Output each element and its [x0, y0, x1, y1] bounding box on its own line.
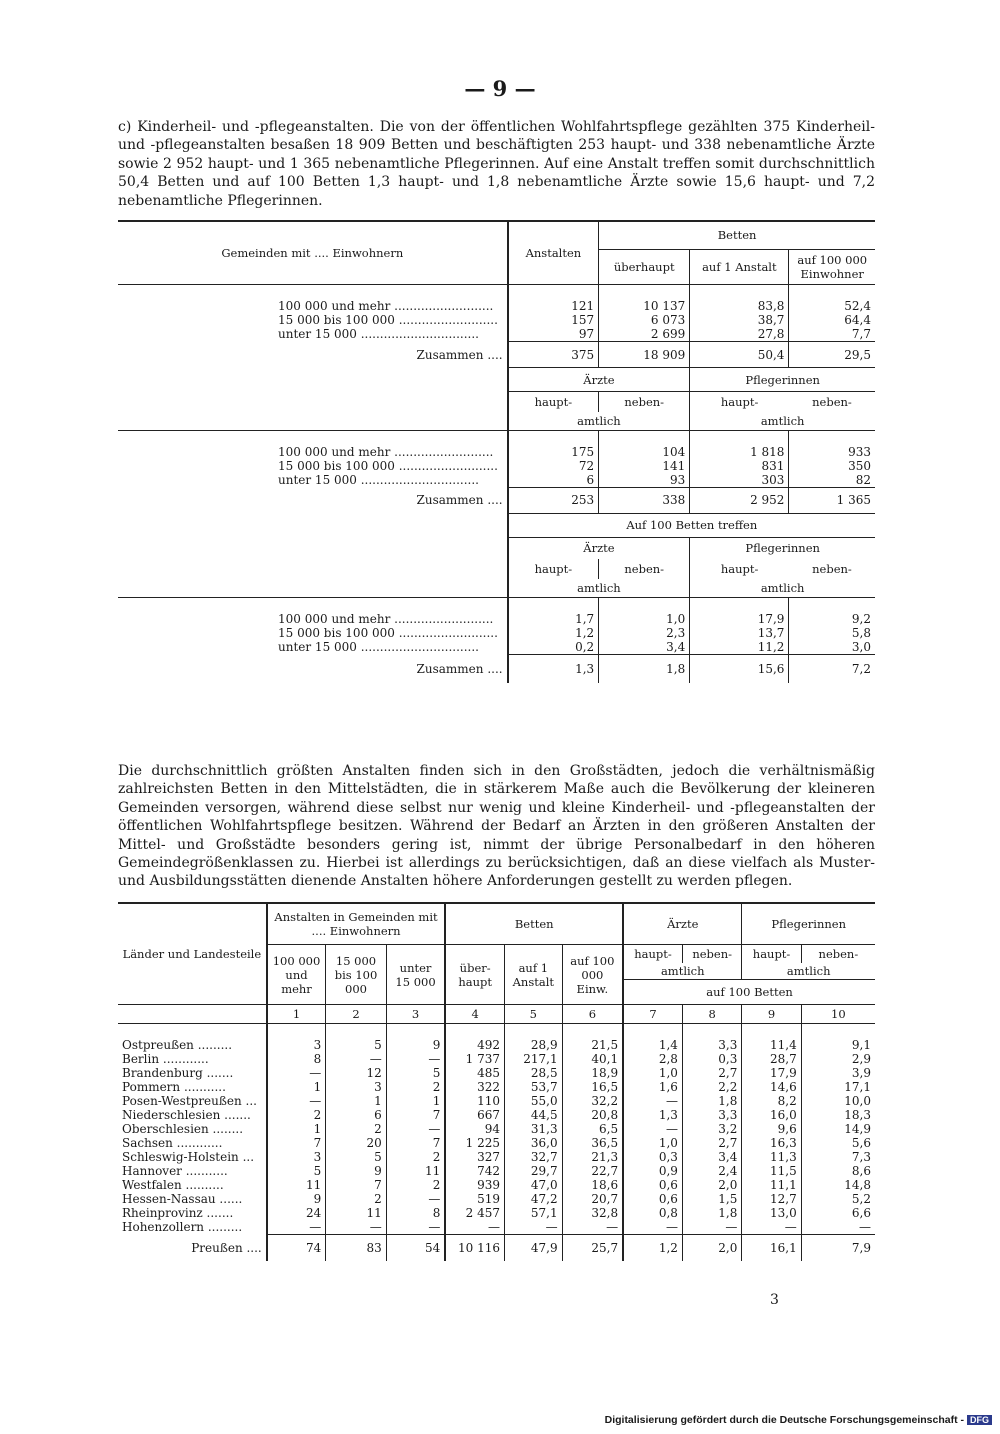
cell: 5 — [386, 1066, 445, 1080]
cell: 9 — [386, 1038, 445, 1052]
row-label: Schleswig-Holstein ... — [122, 1150, 255, 1164]
cell: — — [623, 1094, 682, 1108]
table-row — [118, 1108, 875, 1122]
cell: — — [326, 1220, 386, 1235]
cell: 0,9 — [623, 1164, 682, 1178]
header-aerzte: Ärzte — [623, 903, 742, 945]
cell: 2,7 — [682, 1136, 741, 1150]
cell: — — [505, 1220, 563, 1235]
cell: 8 — [386, 1206, 445, 1220]
table-total-row: Zusammen .... 1,3 1,8 15,6 7,2 — [118, 655, 875, 683]
table-row: unter 15 000 ............................... 0,2 3,4 11,2 3,0 — [118, 640, 875, 655]
cell: — — [682, 1220, 741, 1235]
table-gemeinden: Gemeinden mit .... Einwohnern Anstalten Betten überhaupt auf 1 Anstalt auf 100 000 Einwohner 100 000 und mehr .......................... 121 10 137 83,8 52,4 15 000 bis 100 000 .......................... 157 6 073 38,7 64,4 unter 15 000 ............................... 97 2 699 27,8 7,7 Zusammen .... 375 18 909 50,4 29,5 Ärzte Pflegerinnen haupt- neben- haupt- neben- amtlich amtlich 100 000 und mehr .......................... 175 104 1 818 933 15 000 bis 100 000 .......................... 72 141 831 350 unter 15 000 ............................... 6 93 303 82 Zusammen .... 253 338 2 952 1 365 Auf 100 Betten treffen Ärzte Pflegerinnen haupt- neben- haupt- neben- amtlich amtlich 100 000 und mehr .......................... 1,7 1,0 17,9 9,2 15 000 bis 100 000 .......................... 1,2 2,3 13,7 5,8 unter 15 000 ............................... 0,2 3,4 11,2 3,0 Zusammen .... 1,3 1,8 15,6 7,2 — [118, 220, 875, 683]
cell: 519 — [445, 1192, 504, 1206]
cell: 29,7 — [505, 1164, 563, 1178]
cell: 18,3 — [801, 1108, 875, 1122]
cell: 3,3 — [682, 1108, 741, 1122]
table-laender: Länder und Landesteile Anstalten in Gemeinden mit .... Einwohnern Betten Ärzte Pflegerinnen 100 000 und mehr 15 000 bis 100 000 unter 15 000 über- haupt auf 1 Anstalt auf 100 000 Einw. haupt- neben- haupt- neben- amtlich amtlich auf 100 Betten 1 2 3 4 5 6 7 8 9 10 Ostpreußen ......... 3 5 9 492 28,9 21,5 1,4 3,3 11,4 9,1 Berlin ............ 8 — — 1 737 217,1 40,1 2,8 0,3 28,7 2,9 Brandenburg ....... — 12 5 485 28,5 18,9 1,0 2,7 17,9 3,9 Pommern ........... 1 3 2 322 53,7 16,5 1,6 2,2 14,6 17,1 Posen-Westpreußen ... — 1 1 110 55,0 32,2 — 1,8 8,2 10,0 Niederschlesien ....... 2 6 7 667 44,5 20,8 1,3 3,3 16,0 18,3 Oberschlesien ........ 1 2 — 94 31,3 6,5 — 3,2 9,6 14,9 Sachsen ............ 7 20 7 1 225 36,0 36,5 1,0 2,7 16,3 5,6 Schleswig-Holstein ... 3 5 2 327 32,7 21,3 0,3 3,4 11,3 7,3 Hannover ........... 5 9 11 742 29,7 22,7 0,9 2,4 11,5 8,6 Westfalen .......... 11 7 2 939 47,0 18,6 0,6 2,0 11,1 14,8 Hessen-Nassau ...... 9 2 — 519 47,2 20,7 0,6 1,5 12,7 5,2 Rheinprovinz ....... 24 11 8 2 457 57,1 32,8 0,8 1,8 13,0 6,6 Hohenzollern ......... — — — — — — — — — — Preußen .... 74 83 54 10 116 47,9 25,7 1,2 2,0 16,1 7,9 — [118, 902, 875, 1261]
cell: 11,3 — [742, 1150, 801, 1164]
cell: 13,0 — [742, 1206, 801, 1220]
header-pflegerinnen: Pflegerinnen — [690, 368, 875, 392]
cell: 1 225 — [445, 1136, 504, 1150]
header-betten: Betten — [445, 903, 623, 945]
header-aerzte: Ärzte — [508, 368, 690, 392]
column-numbers: 1 2 3 4 5 6 7 8 9 10 — [118, 1005, 875, 1024]
cell: 28,7 — [742, 1052, 801, 1066]
row-label: Hohenzollern ......... — [122, 1220, 243, 1235]
cell: — — [386, 1052, 445, 1066]
cell: 9,6 — [742, 1122, 801, 1136]
cell: 0,3 — [623, 1150, 682, 1164]
cell: 12 — [326, 1066, 386, 1080]
cell: 8,2 — [742, 1094, 801, 1108]
cell: 11,5 — [742, 1164, 801, 1178]
cell: 2 — [386, 1178, 445, 1192]
cell: 44,5 — [505, 1108, 563, 1122]
cell: 3,9 — [801, 1066, 875, 1080]
cell: 94 — [445, 1122, 504, 1136]
cell: 1,5 — [682, 1192, 741, 1206]
table-row — [118, 1220, 875, 1235]
cell: 110 — [445, 1094, 504, 1108]
cell: 3,4 — [682, 1150, 741, 1164]
cell: 32,2 — [562, 1094, 623, 1108]
header-auf-1-anstalt: auf 1 Anstalt — [690, 249, 789, 284]
cell: — — [623, 1122, 682, 1136]
table-row: 15 000 bis 100 000 .......................... 1,2 2,3 13,7 5,8 — [118, 626, 875, 640]
cell: 5 — [326, 1150, 386, 1164]
cell: 7 — [386, 1136, 445, 1150]
cell: 2 — [386, 1080, 445, 1094]
cell: 5,6 — [801, 1136, 875, 1150]
row-label: Hannover ........... — [122, 1164, 228, 1178]
cell: 327 — [445, 1150, 504, 1164]
cell: 1,0 — [623, 1066, 682, 1080]
row-label: Posen-Westpreußen ... — [122, 1094, 257, 1108]
cell: 9 — [267, 1192, 326, 1206]
header-gemeinden: Gemeinden mit .... Einwohnern — [118, 221, 508, 285]
cell: 9 — [326, 1164, 386, 1178]
cell: — — [562, 1220, 623, 1235]
cell: 322 — [445, 1080, 504, 1094]
row-label: Westfalen .......... — [122, 1178, 224, 1192]
cell: 1 — [386, 1094, 445, 1108]
cell: 1,8 — [682, 1094, 741, 1108]
cell: — — [326, 1052, 386, 1066]
cell: 3,2 — [682, 1122, 741, 1136]
cell: 742 — [445, 1164, 504, 1178]
dfg-logo: DFG — [967, 1415, 992, 1425]
cell: 5,2 — [801, 1192, 875, 1206]
table-row — [118, 1192, 875, 1206]
cell: 492 — [445, 1038, 504, 1052]
cell: 1,3 — [623, 1108, 682, 1122]
cell: 1,8 — [682, 1206, 741, 1220]
cell: 2,9 — [801, 1052, 875, 1066]
cell: 16,0 — [742, 1108, 801, 1122]
middle-paragraph: Die durchschnittlich größten Anstalten finden sich in den Großstädten, jedoch die verhältnismäßig zahlreichsten Betten in den Mittelstädten, die in stärkerem Maße auch die Bevölkerung der kleineren Gemeinden versorgen, während diese selbst nur wenig und kleine Kinderheil- und -pflegeanstalten der öffentlichen Wohlfahrtspflege besitzen. Während der Bedarf an Ärzten in den größeren Anstalten der Mittel- und Großstädte besonders gering ist, nimmt der übrige Personalbedarf in den höheren Gemeindegrößenklassen zu. Hierbei ist allerdings zu berücksichtigen, daß an diese vielfach als Muster- und Ausbildungsstätten dienende Anstalten höhere Anforderungen gestellt zu werden pflegen. — [118, 763, 875, 890]
header-laender: Länder und Landesteile — [118, 903, 267, 1005]
table-row: 100 000 und mehr .......................... 121 10 137 83,8 52,4 — [118, 299, 875, 313]
cell: 7 — [386, 1108, 445, 1122]
header-pflegerinnen: Pflegerinnen — [742, 903, 875, 945]
cell: 1 — [267, 1080, 326, 1094]
cell: 31,3 — [505, 1122, 563, 1136]
cell: 18,9 — [562, 1066, 623, 1080]
table-row: unter 15 000 ............................... 6 93 303 82 — [118, 473, 875, 488]
cell: 1 737 — [445, 1052, 504, 1066]
cell: — — [742, 1220, 801, 1235]
table-row: 100 000 und mehr .......................... 1,7 1,0 17,9 9,2 — [118, 612, 875, 626]
intro-paragraph: c) Kinderheil- und -pflegeanstalten. Die von der öffentlichen Wohlfahrtspflege gezählten 375 Kinderheil- und -pflegeanstalten besaßen 18 909 Betten und beschäftigten 253 haupt- und 338 nebenamtliche Ärzte sowie 2 952 haupt- und 1 365 nebenamtliche Pflegerinnen. Auf eine Anstalt treffen somit durchschnittlich 50,4 Betten und auf 100 Betten 1,3 haupt- und 1,8 nebenamtliche Ärzte sowie 15,6 haupt- und 7,2 nebenamtliche Pflegerinnen. — [118, 119, 875, 209]
cell: 3 — [267, 1038, 326, 1052]
row-label: Hessen-Nassau ...... — [122, 1192, 243, 1206]
cell: 16,5 — [562, 1080, 623, 1094]
table-total-row: Zusammen .... 253 338 2 952 1 365 — [118, 487, 875, 513]
cell: 11 — [267, 1178, 326, 1192]
cell: — — [445, 1220, 504, 1235]
cell: 21,3 — [562, 1150, 623, 1164]
cell: 17,1 — [801, 1080, 875, 1094]
cell: 2,7 — [682, 1066, 741, 1080]
cell: 11 — [326, 1206, 386, 1220]
cell: 2,2 — [682, 1080, 741, 1094]
row-label: Brandenburg ....... — [122, 1066, 234, 1080]
cell: 485 — [445, 1066, 504, 1080]
cell: 11,1 — [742, 1178, 801, 1192]
cell: 6,5 — [562, 1122, 623, 1136]
cell: 0,3 — [682, 1052, 741, 1066]
cell: 7 — [326, 1178, 386, 1192]
cell: — — [267, 1094, 326, 1108]
cell: 36,0 — [505, 1136, 563, 1150]
header-ueberhaupt: überhaupt — [599, 249, 690, 284]
cell: 22,7 — [562, 1164, 623, 1178]
cell: 1,4 — [623, 1038, 682, 1052]
cell: 7 — [267, 1136, 326, 1150]
cell: 939 — [445, 1178, 504, 1192]
cell: 1 — [267, 1122, 326, 1136]
cell: — — [386, 1220, 445, 1235]
cell: 5 — [326, 1038, 386, 1052]
header-auf-100-betten: Auf 100 Betten treffen — [508, 513, 875, 537]
cell: 57,1 — [505, 1206, 563, 1220]
row-label: Rheinprovinz ....... — [122, 1206, 234, 1220]
cell: — — [386, 1192, 445, 1206]
table-row — [118, 1178, 875, 1192]
cell: 2 — [326, 1192, 386, 1206]
cell: 667 — [445, 1108, 504, 1122]
cell: 3,3 — [682, 1038, 741, 1052]
table-row: 15 000 bis 100 000 .......................... 157 6 073 38,7 64,4 — [118, 313, 875, 327]
cell: — — [386, 1122, 445, 1136]
cell: 40,1 — [562, 1052, 623, 1066]
cell: 36,5 — [562, 1136, 623, 1150]
cell: 47,2 — [505, 1192, 563, 1206]
cell: — — [801, 1220, 875, 1235]
cell: 1 — [326, 1094, 386, 1108]
cell: 1,6 — [623, 1080, 682, 1094]
table-row — [118, 1094, 875, 1108]
cell: 6,6 — [801, 1206, 875, 1220]
signature-mark: 3 — [770, 1292, 779, 1308]
cell: 8 — [267, 1052, 326, 1066]
cell: 17,9 — [742, 1066, 801, 1080]
row-label: Berlin ............ — [122, 1052, 209, 1066]
cell: 14,6 — [742, 1080, 801, 1094]
cell: 2 — [267, 1108, 326, 1122]
cell: 2,8 — [623, 1052, 682, 1066]
cell: 9,1 — [801, 1038, 875, 1052]
cell: 28,9 — [505, 1038, 563, 1052]
row-label: Niederschlesien ....... — [122, 1108, 251, 1122]
table-row — [118, 1206, 875, 1220]
cell: 7,3 — [801, 1150, 875, 1164]
cell: 18,6 — [562, 1178, 623, 1192]
table-row: 100 000 und mehr .......................... 175 104 1 818 933 — [118, 445, 875, 459]
cell: 21,5 — [562, 1038, 623, 1052]
cell: 3 — [326, 1080, 386, 1094]
cell: 20,8 — [562, 1108, 623, 1122]
cell: 2,4 — [682, 1164, 741, 1178]
cell: 47,0 — [505, 1178, 563, 1192]
cell: 2,0 — [682, 1178, 741, 1192]
table-row: 15 000 bis 100 000 .......................... 72 141 831 350 — [118, 459, 875, 473]
cell: — — [267, 1066, 326, 1080]
cell: 53,7 — [505, 1080, 563, 1094]
cell: 14,9 — [801, 1122, 875, 1136]
header-anstalten-in-gemeinden: Anstalten in Gemeinden mit .... Einwohnern — [267, 903, 446, 945]
cell: 11 — [386, 1164, 445, 1178]
table-row — [118, 1150, 875, 1164]
cell: 20 — [326, 1136, 386, 1150]
table-row — [118, 1122, 875, 1136]
table-row — [118, 1136, 875, 1150]
cell: 11,4 — [742, 1038, 801, 1052]
row-label: Sachsen ............ — [122, 1136, 223, 1150]
header-betten: Betten — [599, 221, 875, 249]
cell: 2 — [326, 1122, 386, 1136]
table-row — [118, 1052, 875, 1066]
header-anstalten: Anstalten — [508, 221, 599, 285]
cell: — — [623, 1220, 682, 1235]
cell: 2 — [386, 1150, 445, 1164]
header-auf-100000: auf 100 000 Einwohner — [789, 249, 875, 284]
row-label: Oberschlesien ........ — [122, 1122, 244, 1136]
cell: 2 457 — [445, 1206, 504, 1220]
cell: 1,0 — [623, 1136, 682, 1150]
table-row — [118, 1038, 875, 1052]
cell: 32,8 — [562, 1206, 623, 1220]
cell: 0,6 — [623, 1192, 682, 1206]
cell: 24 — [267, 1206, 326, 1220]
cell: 8,6 — [801, 1164, 875, 1178]
row-label: Ostpreußen ......... — [122, 1038, 233, 1052]
cell: 3 — [267, 1150, 326, 1164]
cell: — — [267, 1220, 326, 1235]
cell: 10,0 — [801, 1094, 875, 1108]
table-row — [118, 1164, 875, 1178]
cell: 14,8 — [801, 1178, 875, 1192]
cell: 217,1 — [505, 1052, 563, 1066]
table-row: unter 15 000 ............................... 97 2 699 27,8 7,7 — [118, 327, 875, 342]
page-number: — 9 — — [464, 76, 536, 101]
cell: 0,6 — [623, 1178, 682, 1192]
cell: 12,7 — [742, 1192, 801, 1206]
cell: 6 — [326, 1108, 386, 1122]
cell: 5 — [267, 1164, 326, 1178]
table-total-row: Zusammen .... 375 18 909 50,4 29,5 — [118, 342, 875, 368]
table-row — [118, 1080, 875, 1094]
row-label: Pommern ........... — [122, 1080, 226, 1094]
table-total-row: Preußen .... 74 83 54 10 116 47,9 25,7 1,2 2,0 16,1 7,9 — [118, 1235, 875, 1261]
footer-text: Digitalisierung gefördert durch die Deutsche Forschungsgemeinschaft - — [604, 1414, 964, 1426]
footer — [605, 1414, 992, 1426]
cell: 28,5 — [505, 1066, 563, 1080]
cell: 55,0 — [505, 1094, 563, 1108]
cell: 16,3 — [742, 1136, 801, 1150]
cell: 32,7 — [505, 1150, 563, 1164]
cell: 0,8 — [623, 1206, 682, 1220]
table-row — [118, 1066, 875, 1080]
cell: 20,7 — [562, 1192, 623, 1206]
